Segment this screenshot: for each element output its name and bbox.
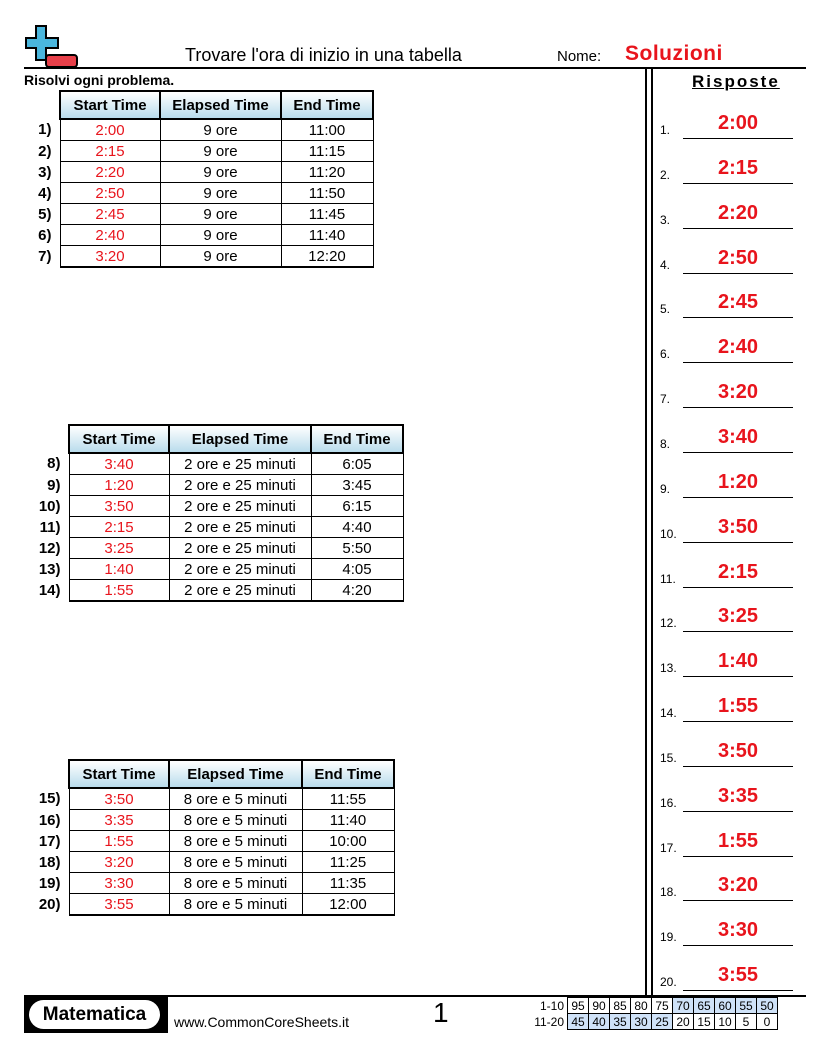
answer-value: 2:00 [717,112,759,134]
answer-line [683,811,793,812]
answer-value: 2:40 [717,336,759,359]
problem-number: 15) [38,790,61,808]
score-row-label: 11-20 [534,1014,564,1029]
answer-number: 6. [660,347,671,362]
start-time-cell: 3:50 [69,788,169,810]
score-cell: 20 [673,1014,694,1030]
elapsed-time-cell: 8 ore e 5 minuti [169,831,302,852]
score-cell: 85 [610,998,631,1014]
page-number: 1 [433,997,449,1028]
answer-line [683,407,793,408]
answer-item [658,916,793,946]
end-time-cell: 6:15 [311,496,403,517]
problem-number: 13) [38,560,61,578]
problem-number: 17) [38,832,61,850]
elapsed-time-cell: 9 ore [160,119,281,141]
worksheet-title: Trovare l'ora di inizio in una tabella [185,45,462,65]
answer-number: 5. [660,302,671,317]
answer-item [658,513,793,543]
column-header: Elapsed Time [160,91,281,119]
answer-value: 3:20 [717,381,759,404]
answer-number: 1. [660,123,671,137]
end-time-cell: 11:45 [281,204,373,225]
score-cell: 75 [652,998,673,1014]
brand-badge [24,997,168,1033]
end-time-cell: 11:50 [281,183,373,204]
start-time-cell: 3:30 [69,873,169,894]
end-time-cell: 3:45 [311,475,403,496]
problem-number: 16) [38,811,61,829]
answer-value: 3:50 [717,515,759,538]
answer-value: 3:25 [717,605,759,628]
answer-value: 3:20 [717,874,759,897]
start-time-cell: 1:20 [69,475,169,496]
answer-number: 16. [660,795,677,810]
end-time-cell: 12:00 [302,894,394,916]
answer-item [658,333,793,363]
answer-value: 2:50 [717,246,759,269]
problem-number: 3) [38,163,52,181]
end-time-cell: 4:40 [311,517,403,538]
answer-item [658,558,793,588]
answer-number: 11. [660,571,676,586]
answer-column-divider [645,67,647,996]
elapsed-time-cell: 9 ore [160,204,281,225]
end-time-cell: 10:00 [302,831,394,852]
start-time-cell: 2:40 [60,225,160,246]
end-time-cell: 12:20 [281,246,373,268]
answer-line [683,856,793,857]
table-row [24,141,373,162]
answer-value: 1:55 [717,695,759,718]
elapsed-time-cell: 8 ore e 5 minuti [169,788,302,810]
answer-number: 20. [660,975,677,990]
answer-number: 12. [660,616,677,631]
problem-number: 8) [47,455,61,473]
end-time-cell: 11:55 [302,788,394,810]
answer-item [658,647,793,677]
start-time-cell: 3:35 [69,810,169,831]
column-header: End Time [302,760,394,788]
end-time-cell: 11:40 [281,225,373,246]
elapsed-time-cell: 2 ore e 25 minuti [169,453,311,475]
problem-number: 10) [38,497,61,515]
elapsed-time-cell: 8 ore e 5 minuti [169,810,302,831]
answer-line [683,273,793,274]
answer-value: 3:30 [717,919,759,942]
elapsed-time-cell: 9 ore [160,141,281,162]
problem-number: 2) [38,142,52,160]
problem-number: 9) [47,476,61,494]
column-header: Elapsed Time [169,760,302,788]
answer-item [658,423,793,453]
score-cell: 45 [568,1014,589,1030]
elapsed-time-cell: 8 ore e 5 minuti [169,852,302,873]
start-time-cell: 2:15 [69,517,169,538]
score-cell: 90 [589,998,610,1014]
start-time-cell: 3:40 [69,453,169,475]
problem-number: 11) [39,518,61,536]
row-number-header [30,425,69,453]
answer-item [658,827,793,857]
elapsed-time-cell: 2 ore e 25 minuti [169,538,311,559]
column-header: Start Time [60,91,160,119]
end-time-cell: 4:20 [311,580,403,602]
answer-number: 4. [660,257,671,272]
elapsed-time-cell: 9 ore [160,225,281,246]
header-divider [24,67,806,69]
end-time-cell: 11:20 [281,162,373,183]
score-cell: 60 [715,998,736,1014]
answer-number: 2. [660,167,671,182]
answer-line [683,138,793,139]
table-row [30,852,394,873]
elapsed-time-cell: 9 ore [160,162,281,183]
problem-number: 12) [38,539,61,557]
answer-value: 2:15 [717,156,759,179]
answer-item [658,199,793,229]
start-time-cell: 2:50 [60,183,160,204]
name-label: Nome: [557,48,602,65]
table-row [30,538,403,559]
answer-number: 7. [660,392,671,407]
answer-number: 10. [660,526,677,541]
answer-item [658,871,793,901]
score-cell: 70 [673,998,694,1014]
score-cell: 25 [652,1014,673,1030]
start-time-cell: 1:55 [69,831,169,852]
answer-line [683,721,793,722]
table-row [30,894,394,916]
start-time-cell: 1:40 [69,559,169,580]
elapsed-time-cell: 2 ore e 25 minuti [169,517,311,538]
problem-number: 6) [38,226,52,244]
answer-number: 15. [660,750,677,765]
start-time-cell: 3:25 [69,538,169,559]
problem-number: 7) [38,247,52,265]
answer-item [658,288,793,318]
answer-number: 13. [660,661,677,676]
table-row [30,788,394,810]
problem-number: 5) [38,205,52,223]
answer-value: 2:45 [717,291,759,314]
table-row [30,831,394,852]
elapsed-time-cell: 2 ore e 25 minuti [169,475,311,496]
row-number-header [24,91,60,119]
end-time-cell: 6:05 [311,453,403,475]
answer-line [683,542,793,543]
end-time-cell: 11:40 [302,810,394,831]
table-row [30,810,394,831]
time-table [30,759,395,916]
table-row [30,580,403,602]
score-cell: 30 [631,1014,652,1030]
answer-item [658,109,793,139]
answer-item [658,154,793,184]
answer-line [683,676,793,677]
score-row-label: 1-10 [539,998,564,1013]
elapsed-time-cell: 2 ore e 25 minuti [169,580,311,602]
answer-number: 9. [660,481,671,496]
problem-number: 4) [38,184,52,202]
elapsed-time-cell: 9 ore [160,183,281,204]
end-time-cell: 5:50 [311,538,403,559]
table-row [30,873,394,894]
start-time-cell: 2:15 [60,141,160,162]
column-header: Start Time [69,760,169,788]
answer-line [683,990,793,991]
table-row [24,183,373,204]
time-table [30,424,404,602]
answer-value: 3:35 [717,784,759,807]
answer-item [658,692,793,722]
table-row [24,225,373,246]
answer-number: 3. [660,212,671,227]
table-row [30,559,403,580]
end-time-cell: 11:25 [302,852,394,873]
answer-line [683,900,793,901]
answer-value: 3:50 [717,739,759,762]
score-cell: 40 [589,1014,610,1030]
column-header: Start Time [69,425,169,453]
start-time-cell: 2:00 [60,119,160,141]
table-row [30,517,403,538]
problem-number: 1) [38,121,52,139]
score-cell: 15 [694,1014,715,1030]
answer-item [658,468,793,498]
answer-number: 17. [660,840,677,855]
time-table [24,90,374,268]
answer-item [658,961,793,991]
score-cell: 95 [568,998,589,1014]
score-cell: 65 [694,998,715,1014]
table-header-row [30,760,394,788]
column-header: Elapsed Time [169,425,311,453]
answer-value: 3:40 [717,425,759,448]
table-row [30,475,403,496]
problem-number: 18) [38,853,61,871]
answer-line [683,362,793,363]
answer-value: 1:55 [717,829,759,852]
table-header-row [30,425,403,453]
answers-title: Risposte [692,72,780,91]
instructions: Risolvi ogni problema. [24,72,175,88]
end-time-cell: 4:05 [311,559,403,580]
answer-line [683,317,793,318]
answer-number: 14. [660,706,677,721]
elapsed-time-cell: 8 ore e 5 minuti [169,894,302,916]
table-row [24,204,373,225]
start-time-cell: 3:20 [69,852,169,873]
answer-line [683,497,793,498]
answer-item [658,737,793,767]
start-time-cell: 3:55 [69,894,169,916]
table-header-row [24,91,373,119]
elapsed-time-cell: 8 ore e 5 minuti [169,873,302,894]
answer-line [683,452,793,453]
problem-number: 20) [38,895,61,913]
score-table [526,997,778,1030]
answer-line [683,945,793,946]
answer-line [683,631,793,632]
score-cell: 0 [757,1014,778,1030]
column-header: End Time [281,91,373,119]
name-value: Soluzioni [625,42,723,65]
site-url: www.CommonCoreSheets.it [174,1014,350,1030]
answer-column-divider-inner [651,67,653,996]
elapsed-time-cell: 9 ore [160,246,281,268]
end-time-cell: 11:00 [281,119,373,141]
answer-value: 1:20 [717,470,759,493]
table-row [30,453,403,475]
answer-line [683,587,793,588]
answer-line [683,183,793,184]
elapsed-time-cell: 2 ore e 25 minuti [169,496,311,517]
score-row [526,1014,778,1030]
answer-number: 18. [660,885,677,900]
answer-item [658,602,793,632]
answer-line [683,228,793,229]
score-cell: 35 [610,1014,631,1030]
table-row [24,246,373,268]
score-cell: 10 [715,1014,736,1030]
answer-value: 2:15 [717,560,759,583]
answer-item [658,378,793,408]
start-time-cell: 1:55 [69,580,169,602]
score-cell: 5 [736,1014,757,1030]
answer-item [658,244,793,274]
answer-value: 2:20 [717,201,759,224]
row-number-header [30,760,69,788]
score-cell: 80 [631,998,652,1014]
problem-number: 19) [38,874,61,892]
start-time-cell: 3:20 [60,246,160,268]
end-time-cell: 11:35 [302,873,394,894]
answer-value: 3:55 [717,964,759,987]
answer-value: 1:40 [717,650,759,673]
table-row [30,496,403,517]
end-time-cell: 11:15 [281,141,373,162]
answer-line [683,766,793,767]
answer-number: 19. [660,930,677,945]
start-time-cell: 2:20 [60,162,160,183]
plus-minus-logo-icon [24,24,80,70]
score-row [526,998,778,1014]
table-row [24,162,373,183]
elapsed-time-cell: 2 ore e 25 minuti [169,559,311,580]
score-cell: 55 [736,998,757,1014]
problem-number: 14) [38,581,61,599]
column-header: End Time [311,425,403,453]
answer-number: 8. [660,436,671,451]
table-row [24,119,373,141]
start-time-cell: 3:50 [69,496,169,517]
score-cell: 50 [757,998,778,1014]
start-time-cell: 2:45 [60,204,160,225]
answer-item [658,782,793,812]
brand-label: Matematica [29,1000,160,1029]
